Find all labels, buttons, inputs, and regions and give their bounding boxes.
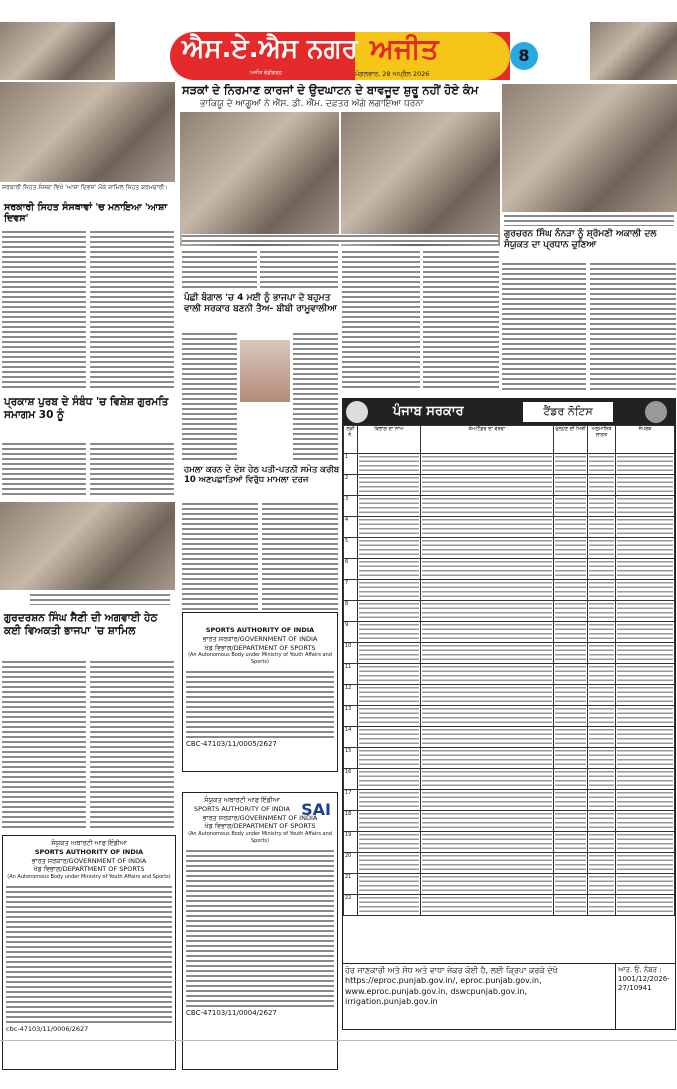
left-photo-2	[0, 502, 175, 590]
serial-number: 5	[344, 538, 358, 559]
tender-left-title: ਪੰਜਾਬ ਸਰਕਾਰ	[393, 404, 464, 419]
table-cell	[616, 496, 675, 517]
masthead-date: ਮੰਗਲਵਾਰ, 28 ਅਪ੍ਰੈਲ 2026	[355, 70, 430, 78]
table-cell	[421, 517, 554, 538]
table-cell	[616, 517, 675, 538]
col-header: ਵਿਭਾਗ ਦਾ ਨਾਂਅ	[358, 426, 421, 454]
masthead-title: ਐਸ.ਏ.ਐਸ ਨਗਰ	[182, 34, 358, 64]
table-cell	[588, 643, 616, 664]
table-cell	[421, 727, 554, 748]
table-row	[344, 580, 675, 601]
right-photo	[502, 84, 677, 212]
tender-footer-text: ਹੋਰ ਜਾਣਕਾਰੀ ਅਤੇ ਸੋਧ ਅਤੇ ਵਾਧਾ ਜੇਕਰ ਕੋਈ ਹੈ, ਲਈ ਕ੍ਰਿਪਾ ਕਰਕੇ ਦੇਖੋ	[345, 966, 558, 975]
masthead-edition: ਅਜੀਤ ਚੰਡੀਗੜ੍ਹ	[250, 70, 282, 76]
table-cell	[588, 853, 616, 874]
table-cell	[554, 874, 588, 895]
table-row	[344, 874, 675, 895]
table-cell	[421, 685, 554, 706]
table-cell	[588, 769, 616, 790]
tender-footer	[343, 963, 675, 1029]
table-row	[344, 748, 675, 769]
table-row	[344, 643, 675, 664]
table-cell	[616, 664, 675, 685]
left-headline-2: ਪ੍ਰਕਾਸ਼ ਪੁਰਬ ਦੇ ਸੰਬੰਧ 'ਚ ਵਿਸ਼ੇਸ਼ ਗੁਰਮਤਿ ਸਮਾਗਮ 30 ਨੂੰ	[4, 396, 169, 421]
serial-number: 7	[344, 580, 358, 601]
middle-headline-2: ਹਮਲਾ ਕਰਨ ਦੇ ਦੋਸ਼ ਹੇਠ ਪਤੀ-ਪਤਨੀ ਸਮੇਤ ਕਰੀਬ 10 ਅਣਪਛਾਤਿਆਂ ਵਿਰੁੱਧ ਮਾਮਲਾ ਦਰਜ	[184, 465, 340, 486]
table-cell	[421, 853, 554, 874]
ad-gov: ਭਾਰਤ ਸਰਕਾਰ/GOVERNMENT OF INDIA	[202, 634, 318, 643]
table-cell	[421, 559, 554, 580]
table-cell	[421, 643, 554, 664]
table-cell	[616, 685, 675, 706]
left-headline-1: ਸਰਕਾਰੀ ਸਿਹਤ ਸੰਸਥਾਵਾਂ 'ਚ ਮਨਾਇਆ 'ਆਸ਼ਾ ਦਿਵਸ'	[4, 202, 168, 225]
serial-number: 13	[344, 706, 358, 727]
table-cell	[421, 622, 554, 643]
ad-body: (An Autonomous Body under Ministry of Youth Affairs and Sports)	[188, 831, 332, 844]
ad-code: cbc-47103/11/0006/2627	[6, 1024, 89, 1033]
table-cell	[421, 769, 554, 790]
ad-gov: ਭਾਰਤ ਸਰਕਾਰ/GOVERNMENT OF INDIA	[31, 856, 147, 865]
sai-ad-middle-2	[182, 792, 338, 1070]
table-cell	[421, 790, 554, 811]
col-header: ਲੜੀ ਨੰ.	[344, 426, 358, 454]
table-cell	[554, 454, 588, 475]
table-cell	[421, 475, 554, 496]
serial-number: 3	[344, 496, 358, 517]
ref-label: ਆਰ. ਓ. ਨੰਬਰ :	[618, 966, 662, 974]
table-cell	[554, 790, 588, 811]
table-row	[344, 727, 675, 748]
table-cell	[588, 622, 616, 643]
table-cell	[358, 496, 421, 517]
table-cell	[358, 790, 421, 811]
table-cell	[588, 538, 616, 559]
punjab-emblem-icon	[346, 401, 368, 423]
serial-number: 11	[344, 664, 358, 685]
tender-table	[343, 425, 675, 916]
serial-number: 16	[344, 769, 358, 790]
table-cell	[616, 622, 675, 643]
serial-number: 14	[344, 727, 358, 748]
table-cell	[588, 580, 616, 601]
table-row	[344, 538, 675, 559]
table-cell	[358, 580, 421, 601]
table-cell	[358, 559, 421, 580]
table-cell	[554, 748, 588, 769]
ad-body: (An Autonomous Body under Ministry of Youth Affairs and Sports)	[188, 652, 332, 666]
table-row	[344, 601, 675, 622]
table-cell	[588, 895, 616, 916]
table-cell	[588, 874, 616, 895]
lead-photo-2	[341, 112, 500, 246]
table-cell	[616, 832, 675, 853]
ad-dept: ਖੇਡ ਵਿਭਾਗ/DEPARTMENT OF SPORTS	[204, 643, 316, 652]
table-cell	[358, 706, 421, 727]
ad-code: CBC-47103/11/0005/2627	[186, 739, 277, 748]
serial-number: 1	[344, 454, 358, 475]
table-cell	[554, 475, 588, 496]
ad-org-pa: ਸੰਯੁਕਤ ਅਥਾਰਟੀ ਆਫ ਇੰਡੀਆ	[51, 839, 127, 847]
table-row	[344, 517, 675, 538]
table-cell	[421, 811, 554, 832]
table-cell	[358, 853, 421, 874]
tender-links[interactable]: https://eproc.punjab.gov.in/, eproc.punjab.gov.in, www.eproc.punjab.gov.in, dswcpunjab.gov.in, irrigation.punjab.gov.in	[345, 976, 542, 1007]
col-header: ਅਨੁਮਾਨਿਤ ਲਾਗਤ	[588, 426, 616, 454]
table-cell	[554, 622, 588, 643]
table-cell	[421, 538, 554, 559]
left-photo-caption: ਸਰਕਾਰੀ ਸਿਹਤ ਸੰਸਥਾ ਵਿਖੇ 'ਆਸ਼ਾ ਦਿਵਸ' ਮੌਕੇ ਸ਼ਾਮਿਲ ਸਿਹਤ ਕਰਮਚਾਰੀ।	[2, 184, 169, 191]
table-row	[344, 454, 675, 475]
left-photo-1	[0, 82, 175, 182]
ad-body: (An Autonomous Body under Ministry of Youth Affairs and Sports)	[7, 874, 171, 881]
table-row	[344, 832, 675, 853]
serial-number: 2	[344, 475, 358, 496]
ad-code: CBC-47103/11/0004/2627	[186, 1008, 277, 1017]
table-cell	[588, 790, 616, 811]
col-header: ਖੁੱਲ੍ਹਣ ਦੀ ਮਿਤੀ	[554, 426, 588, 454]
table-cell	[358, 643, 421, 664]
table-cell	[554, 769, 588, 790]
table-cell	[421, 832, 554, 853]
serial-number: 8	[344, 601, 358, 622]
table-cell	[588, 601, 616, 622]
sai-logo: SAI	[301, 800, 331, 819]
table-cell	[588, 517, 616, 538]
lead-photo-1	[180, 112, 339, 246]
table-row	[344, 853, 675, 874]
table-cell	[616, 769, 675, 790]
table-cell	[588, 454, 616, 475]
table-cell	[358, 727, 421, 748]
table-cell	[554, 727, 588, 748]
table-cell	[358, 601, 421, 622]
lead-headline: ਸੜਕਾਂ ਦੇ ਨਿਰਮਾਣ ਕਾਰਜਾਂ ਦੇ ਉਦਘਾਟਨ ਦੇ ਬਾਵਜੂਦ ਸ਼ੁਰੂ ਨਹੀਂ ਹੋਏ ਕੰਮ	[182, 84, 479, 97]
table-cell	[588, 811, 616, 832]
serial-number: 6	[344, 559, 358, 580]
table-cell	[358, 832, 421, 853]
table-cell	[588, 748, 616, 769]
table-cell	[358, 685, 421, 706]
table-row	[344, 685, 675, 706]
tender-notice	[342, 398, 676, 1030]
table-row	[344, 622, 675, 643]
table-cell	[588, 706, 616, 727]
table-cell	[616, 559, 675, 580]
table-cell	[421, 748, 554, 769]
serial-number: 20	[344, 853, 358, 874]
ad-org-pa: ਸੰਯੁਕਤ ਅਥਾਰਟੀ ਆਫ ਇੰਡੀਆ	[204, 796, 280, 804]
table-cell	[616, 580, 675, 601]
table-cell	[554, 538, 588, 559]
ad-org: SPORTS AUTHORITY OF INDIA	[193, 804, 291, 813]
table-cell	[616, 643, 675, 664]
serial-number: 4	[344, 517, 358, 538]
table-cell	[358, 454, 421, 475]
table-cell	[554, 601, 588, 622]
table-cell	[588, 664, 616, 685]
serial-number: 9	[344, 622, 358, 643]
table-cell	[616, 706, 675, 727]
table-cell	[358, 664, 421, 685]
table-cell	[358, 811, 421, 832]
table-cell	[554, 895, 588, 916]
table-cell	[554, 643, 588, 664]
table-cell	[616, 538, 675, 559]
lead-subhead: ਭਾਕਿਯੂ ਦੇ ਆਗੂਆਂ ਨੇ ਐੱਸ. ਡੀ. ਐੱਮ. ਦਫ਼ਤਰ ਅੱਗੇ ਲਗਾਇਆ ਧਰਨਾ	[200, 98, 424, 109]
middle-headline-1: ਪੰਛੀ ਬੰਗਾਲ 'ਚ 4 ਮਈ ਨੂੰ ਭਾਜਪਾ ਦੇ ਬਹੁਮਤ ਵਾਲੀ ਸਰਕਾਰ ਬਣਨੀ ਤੈਅ- ਬੀਬੀ ਰਾਮੂਵਾਲੀਆ	[184, 293, 338, 314]
table-cell	[421, 601, 554, 622]
serial-number: 10	[344, 643, 358, 664]
tender-header	[343, 399, 675, 425]
serial-number: 22	[344, 895, 358, 916]
table-row	[344, 496, 675, 517]
lead-story	[180, 84, 500, 246]
left-headline-3: ਗੁਰਦਰਸ਼ਨ ਸਿੰਘ ਸੈਣੀ ਦੀ ਅਗਵਾਈ ਹੇਠ ਕਈ ਵਿਅਕਤੀ ਭਾਜਪਾ 'ਚ ਸ਼ਾਮਿਲ	[4, 612, 158, 637]
serial-number: 19	[344, 832, 358, 853]
table-cell	[358, 874, 421, 895]
table-cell	[554, 832, 588, 853]
table-cell	[554, 685, 588, 706]
table-row	[344, 559, 675, 580]
masthead-photo-right	[590, 22, 677, 80]
sai-ad-middle-1	[182, 612, 338, 772]
table-cell	[554, 664, 588, 685]
table-cell	[616, 601, 675, 622]
table-cell	[421, 895, 554, 916]
table-cell	[421, 454, 554, 475]
ad-dept: ਖੇਡ ਵਿਭਾਗ/DEPARTMENT OF SPORTS	[33, 865, 145, 874]
table-cell	[358, 622, 421, 643]
table-cell	[616, 874, 675, 895]
table-row	[344, 811, 675, 832]
page-number: 8	[510, 42, 538, 70]
table-row	[344, 706, 675, 727]
table-cell	[588, 685, 616, 706]
masthead-banner	[170, 32, 510, 80]
ref-number: 1001/12/2026-27/10941	[618, 975, 670, 993]
serial-number: 15	[344, 748, 358, 769]
table-cell	[554, 559, 588, 580]
table-cell	[554, 811, 588, 832]
masthead-brand: ਅਜੀਤ	[370, 32, 439, 65]
ad-gov: ਭਾਰਤ ਸਰਕਾਰ/GOVERNMENT OF INDIA	[202, 813, 318, 822]
table-cell	[554, 706, 588, 727]
serial-number: 18	[344, 811, 358, 832]
table-cell	[358, 475, 421, 496]
col-header: ਸੰਪਰਕ	[616, 426, 675, 454]
table-row	[344, 790, 675, 811]
table-cell	[588, 727, 616, 748]
seal-icon	[645, 401, 667, 423]
table-cell	[421, 664, 554, 685]
table-cell	[588, 559, 616, 580]
tender-right-title: ਟੈਂਡਰ ਨੋਟਿਸ	[523, 402, 613, 422]
table-cell	[616, 727, 675, 748]
table-cell	[616, 475, 675, 496]
ad-org: SPORTS AUTHORITY OF INDIA	[205, 626, 315, 634]
table-cell	[616, 811, 675, 832]
table-row	[344, 475, 675, 496]
serial-number: 12	[344, 685, 358, 706]
table-cell	[358, 748, 421, 769]
table-cell	[616, 748, 675, 769]
serial-number: 21	[344, 874, 358, 895]
serial-number: 17	[344, 790, 358, 811]
ad-dept: ਖੇਡ ਵਿਭਾਗ/DEPARTMENT OF SPORTS	[204, 822, 316, 831]
sai-ad-left	[2, 835, 176, 1070]
right-headline: ਗੁਰਚਰਨ ਸਿੰਘ ਨੰਨੜਾ ਨੂੰ ਸ਼੍ਰੋਮਣੀ ਅਕਾਲੀ ਦਲ ਸੰਯੁਕਤ ਦਾ ਪ੍ਰਧਾਨ ਚੁਣਿਆ	[504, 229, 657, 250]
table-cell	[616, 895, 675, 916]
table-cell	[616, 853, 675, 874]
table-cell	[588, 832, 616, 853]
table-cell	[616, 790, 675, 811]
table-cell	[616, 454, 675, 475]
portrait-photo	[240, 340, 290, 402]
masthead-photo-left	[0, 22, 115, 80]
table-cell	[358, 895, 421, 916]
table-cell	[421, 496, 554, 517]
table-row	[344, 895, 675, 916]
table-cell	[588, 475, 616, 496]
ad-org: SPORTS AUTHORITY OF INDIA	[34, 847, 144, 856]
table-cell	[554, 853, 588, 874]
table-cell	[358, 517, 421, 538]
table-cell	[421, 580, 554, 601]
table-cell	[421, 874, 554, 895]
col-header: ਕੰਮ/ਟੈਂਡਰ ਦਾ ਵੇਰਵਾ	[421, 426, 554, 454]
table-cell	[358, 538, 421, 559]
table-cell	[588, 496, 616, 517]
table-cell	[421, 706, 554, 727]
table-cell	[554, 580, 588, 601]
table-row	[344, 664, 675, 685]
table-cell	[554, 496, 588, 517]
table-cell	[554, 517, 588, 538]
table-cell	[358, 769, 421, 790]
table-row	[344, 769, 675, 790]
